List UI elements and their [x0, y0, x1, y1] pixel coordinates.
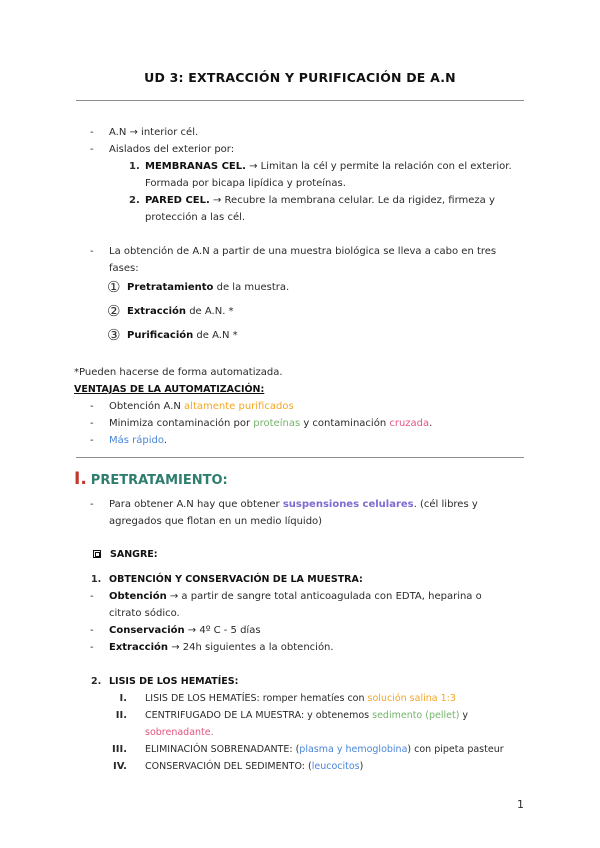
extraccion-item — [109, 641, 334, 654]
automation-note: *Pueden hacerse de forma automatizada. — [74, 367, 283, 378]
roman-numeral: I. — [119, 693, 127, 704]
section-divider — [76, 457, 524, 458]
section-title: PRETRATAMIENTO: — [90, 473, 228, 488]
para-text: . (cél libres y — [413, 499, 478, 510]
roman-numeral: III. — [112, 744, 127, 755]
ventaja-text: Obtención A.N — [109, 401, 185, 412]
sangre-heading: SANGRE: — [110, 549, 158, 560]
checkbox-icon — [93, 550, 101, 558]
obtencion-item — [109, 590, 482, 603]
obtencion-cont: citrato sódico. — [109, 608, 180, 619]
sub-number: 2. — [129, 195, 140, 206]
step-text: CENTRIFUGADO DE LA MUESTRA: y obtenemos — [145, 710, 373, 721]
highlight-pink: sobrenadante. — [145, 727, 214, 738]
bullet-dash: - — [90, 127, 94, 138]
ventaja-text: . — [163, 435, 167, 446]
item-text: → 24h siguientes a la obtención. — [168, 642, 334, 653]
section-para-cont: agregados que flotan en un medio líquido) — [109, 516, 323, 527]
bullet-dash: - — [90, 418, 94, 429]
circled-two-icon: ② — [107, 302, 121, 320]
membranas-text: → Limitan la cél y permite la relación con el exterior. — [245, 161, 512, 172]
section-heading — [74, 469, 228, 491]
pared-label: PARED CEL. — [145, 195, 210, 206]
pared-cont: protección a las cél. — [145, 212, 246, 223]
item-label: Extracción — [109, 642, 169, 653]
phase-label: Extracción — [127, 306, 187, 317]
highlight-blue: Más rápido — [109, 435, 164, 446]
membranas-cont: Formada por bicapa lipídica y proteínas. — [145, 178, 346, 189]
phase-item — [127, 305, 234, 318]
ventaja-text: y contaminación — [300, 418, 390, 429]
bullet-dash: - — [90, 625, 94, 636]
step-text: LISIS DE LOS HEMATÍES: romper hematíes con — [145, 693, 368, 704]
ventaja-2 — [109, 417, 432, 430]
highlight-orange: altamente purificados — [184, 401, 294, 412]
bullet-dash: - — [90, 435, 94, 446]
circled-one-icon: ① — [107, 278, 121, 296]
phase-item — [127, 329, 238, 342]
circled-three-icon: ③ — [107, 326, 121, 344]
phases-line-1: La obtención de A.N a partir de una muestra biológica se lleva a cabo en tres — [109, 246, 497, 257]
highlight-orange: solución salina 1:3 — [367, 693, 456, 704]
phase-item — [127, 281, 289, 294]
highlight-purple: suspensiones celulares — [282, 499, 414, 510]
bullet-dash: - — [90, 591, 94, 602]
page-number: 1 — [517, 798, 524, 811]
sub-number: 1. — [129, 161, 140, 172]
lisis-heading: LISIS DE LOS HEMATÍES: — [109, 676, 239, 687]
step-text: ELIMINACIÓN SOBRENADANTE: ( — [145, 744, 300, 755]
highlight-blue: plasma y hemoglobina — [299, 744, 408, 755]
phases-line-2: fases: — [109, 263, 139, 274]
lisis-step-3 — [145, 743, 504, 756]
conservacion-item — [109, 624, 261, 637]
pared-text: → Recubre la membrana celular. Le da rigidez, firmeza y — [209, 195, 495, 206]
step-text: CONSERVACIÓN DEL SEDIMENTO: ( — [145, 761, 312, 772]
item-text: → a partir de sangre total anticoagulada con EDTA, heparina o — [166, 591, 482, 602]
title-divider — [76, 100, 524, 101]
lisis-step-2 — [145, 709, 468, 722]
ventajas-heading: VENTAJAS DE LA AUTOMATIZACIÓN: — [74, 384, 265, 395]
highlight-pink: cruzada — [389, 418, 430, 429]
item-label: Obtención — [109, 591, 167, 602]
item-text: → 4º C - 5 días — [184, 625, 261, 636]
phase-label: Purificación — [127, 330, 194, 341]
lisis-step-1 — [145, 692, 456, 705]
ventaja-1 — [109, 400, 294, 413]
highlight-blue: leucocitos — [311, 761, 360, 772]
bullet-dash: - — [90, 499, 94, 510]
roman-numeral: II. — [115, 710, 127, 721]
membranas-label: MEMBRANAS CEL. — [145, 161, 246, 172]
intro-item-1: A.N → interior cél. — [109, 127, 199, 138]
intro-item-2: Aislados del exterior por: — [109, 144, 235, 155]
bullet-dash: - — [90, 144, 94, 155]
ventaja-3 — [109, 434, 167, 447]
phase-rest: de la muestra. — [213, 282, 290, 293]
page-title: UD 3: EXTRACCIÓN Y PURIFICACIÓN DE A.N — [144, 70, 456, 85]
pared-line — [145, 194, 495, 207]
lisis-step-4 — [145, 760, 363, 773]
para-text: Para obtener A.N hay que obtener — [109, 499, 283, 510]
heading-number: 1. — [91, 574, 102, 585]
membranas-line — [145, 160, 512, 173]
ventaja-text: Minimiza contaminación por — [109, 418, 254, 429]
bullet-dash: - — [90, 246, 94, 257]
phase-label: Pretratamiento — [127, 282, 214, 293]
highlight-green: proteínas — [253, 418, 301, 429]
item-label: Conservación — [109, 625, 185, 636]
section-para — [109, 498, 478, 511]
step-text: ) con pipeta pasteur — [407, 744, 504, 755]
roman-numeral: IV. — [113, 761, 127, 772]
phase-rest: de A.N * — [193, 330, 238, 341]
step-text: ) — [359, 761, 364, 772]
step-text: y — [459, 710, 469, 721]
obtencion-heading: OBTENCIÓN Y CONSERVACIÓN DE LA MUESTRA: — [109, 574, 363, 585]
ventaja-text: . — [429, 418, 433, 429]
bullet-dash: - — [90, 642, 94, 653]
highlight-green: sedimento (pellet) — [372, 710, 460, 721]
heading-number: 2. — [91, 676, 102, 687]
phase-rest: de A.N. * — [186, 306, 234, 317]
section-numeral: I. — [74, 469, 87, 489]
bullet-dash: - — [90, 401, 94, 412]
